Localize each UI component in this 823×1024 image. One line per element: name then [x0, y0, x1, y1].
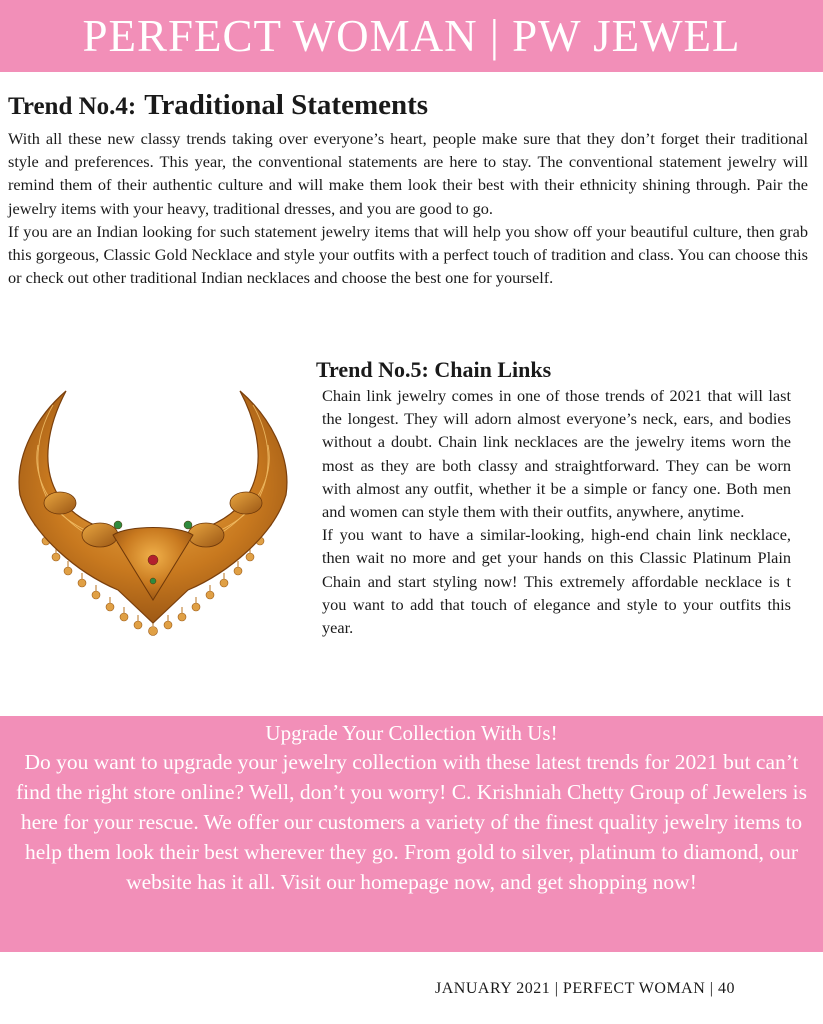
- magazine-title: PERFECT WOMAN | PW JEWEL: [82, 10, 741, 61]
- trend-5-paragraph: Chain link jewelry comes in one of those trends of 2021 that will last the longest. They will adorn almost everyone’s neck, ears, and bodies without a doubt. Chain link necklaces are the jewelry items worn the most as they are both classy and straightforward. They can be worn with almost any outfit, whether it be a simple or fancy one. Both men and women can style them with their outfits, anywhere, anytime.: [322, 386, 791, 522]
- trend-5-heading: Trend No.5: Chain Links: [316, 357, 552, 382]
- masthead-banner: [0, 0, 823, 72]
- trend-4-paragraph: With all these new classy trends taking over everyone’s heart, people make sure that they don’t forget their traditional style and preferences. This year, the conventional statements are here to stay. The conventional statement jewelry will remind them of their authentic culture and will make them look their best with their ethnicity shining through. Pair the jewelry items with your heavy, traditional dresses, and you are good to go.: [8, 129, 808, 218]
- trend-5-paragraph: If you want to have a similar-looking, high-end chain link necklace, then wait no more and get your hands on this Classic Platinum Plain Chain and start styling now! This extremely affordable necklace is t you want to add that touch of elegance and style to your outfits this year.: [322, 525, 791, 638]
- trend-4-title: Traditional Statements: [144, 89, 429, 121]
- page-footer: JANUARY 2021 | PERFECT WOMAN | 40: [435, 980, 735, 997]
- trend-5-body: [322, 384, 791, 639]
- gold-necklace-icon: [8, 385, 298, 645]
- trend-4-body: [8, 127, 808, 289]
- trend-4-number: Trend No.4:: [8, 93, 137, 120]
- promo-banner: [0, 716, 823, 952]
- trend-4-paragraph: If you are an Indian looking for such statement jewelry items that will help you show off your beautiful culture, then grab this gorgeous, Classic Gold Necklace and style your outfits with a perfect touch of tradition and class. You can choose this or check out other traditional Indian necklaces and choose the best one for yourself.: [8, 221, 808, 288]
- promo-heading: Upgrade Your Collection With Us!: [265, 721, 558, 745]
- trend-4-heading: [8, 90, 428, 122]
- promo-body: Do you want to upgrade your jewelry collection with these latest trends for 2021 but can’t find the right store online? Well, don’t you worry! C. Krishniah Chetty Group of Jewelers is here for your rescue. We offer our customers a variety of the finest quality jewelry items to help them look their best wherever they go. From gold to silver, platinum to diamond, our website has it all. Visit our homepage now, and get shopping now!: [15, 750, 808, 894]
